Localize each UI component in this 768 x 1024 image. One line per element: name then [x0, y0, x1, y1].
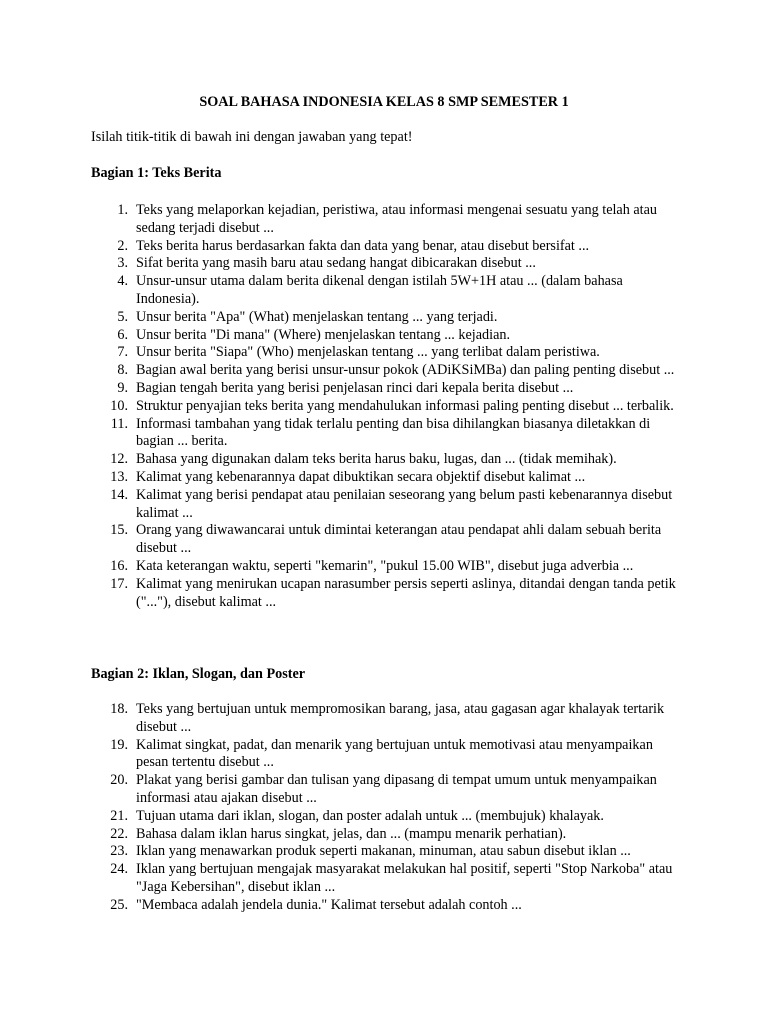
question-text: Unsur berita "Apa" (What) menjelaskan tentang ... yang terjadi. — [136, 308, 498, 325]
question-text: Bahasa yang digunakan dalam teks berita harus baku, lugas, dan ... (tidak memihak). — [136, 451, 617, 468]
question-item — [0, 451, 680, 469]
question-text: "Membaca adalah jendela dunia." Kalimat tersebut adalah contoh ... — [136, 896, 522, 913]
question-text: Orang yang diwawancarai untuk dimintai keterangan atau pendapat ahli dalam sebuah berita disebut ... — [136, 522, 662, 557]
question-number: 24. — [110, 861, 128, 878]
question-item — [0, 737, 680, 773]
question-item — [0, 897, 680, 915]
question-number: 1. — [117, 202, 128, 218]
question-item — [0, 843, 680, 861]
question-number: 25. — [110, 896, 128, 913]
question-item — [0, 327, 680, 345]
question-item — [0, 398, 680, 416]
question-item — [0, 380, 680, 398]
question-number: 12. — [110, 451, 128, 468]
question-number: 8. — [117, 362, 128, 379]
question-number: 11. — [110, 415, 128, 432]
question-number: 21. — [110, 807, 128, 824]
question-text: Kata keterangan waktu, seperti "kemarin", "pukul 15.00 WIB", disebut juga adverbia ... — [136, 557, 634, 574]
question-text: Bagian tengah berita yang berisi penjelasan rinci dari kepala berita disebut ... — [136, 379, 574, 396]
question-number: 19. — [110, 736, 128, 753]
question-number: 16. — [110, 557, 128, 574]
question-item — [0, 772, 680, 808]
question-number: 9. — [117, 379, 128, 396]
question-number: 7. — [117, 344, 128, 361]
question-text: Bagian awal berita yang berisi unsur-unsur pokok (ADiKSiMBa) dan paling penting disebut ... — [136, 362, 675, 379]
question-item — [0, 469, 680, 487]
question-item — [0, 558, 680, 576]
question-number: 22. — [110, 825, 128, 842]
question-number: 14. — [110, 486, 128, 503]
question-item — [0, 861, 680, 897]
question-item — [0, 202, 680, 238]
question-item — [0, 344, 680, 362]
question-text: Plakat yang berisi gambar dan tulisan yang dipasang di tempat umum untuk menyampaikan informasi atau ajakan disebut ... — [136, 772, 657, 806]
question-item — [0, 416, 680, 452]
question-text: Teks yang melaporkan kejadian, peristiwa, atau informasi mengenai sesuatu yang telah atau sedang terjadi disebut ... — [136, 202, 658, 236]
question-text: Kalimat yang menirukan ucapan narasumber persis seperti aslinya, ditandai dengan tanda petik ("..."), disebut kalimat ... — [136, 575, 676, 610]
question-item — [0, 362, 680, 380]
instructions: Isilah titik-titik di bawah ini dengan jawaban yang tepat! — [91, 129, 413, 145]
question-item — [0, 238, 680, 256]
question-number: 6. — [117, 326, 128, 343]
document-title: SOAL BAHASA INDONESIA KELAS 8 SMP SEMESTER 1 — [199, 94, 569, 110]
question-text: Iklan yang bertujuan mengajak masyarakat melakukan hal positif, seperti "Stop Narkoba" atau "Jaga Kebersihan", disebut iklan ... — [136, 861, 673, 895]
question-item — [0, 309, 680, 327]
question-text: Struktur penyajian teks berita yang mendahulukan informasi paling penting disebut ... terbalik. — [136, 397, 674, 414]
question-item — [0, 701, 680, 737]
question-number: 5. — [117, 308, 128, 325]
question-text: Unsur berita "Siapa" (Who) menjelaskan tentang ... yang terlibat dalam peristiwa. — [136, 344, 600, 361]
question-item — [0, 576, 680, 612]
question-number: 18. — [110, 701, 128, 717]
question-text: Informasi tambahan yang tidak terlalu penting dan bisa dihilangkan biasanya diletakkan di bagian ... berita. — [136, 415, 651, 450]
question-text: Sifat berita yang masih baru atau sedang hangat dibicarakan disebut ... — [136, 255, 536, 272]
question-item — [0, 522, 680, 558]
question-text: Unsur berita "Di mana" (Where) menjelaskan tentang ... kejadian. — [136, 326, 511, 343]
section-heading-iklan-slogan-poster: Bagian 2: Iklan, Slogan, dan Poster — [91, 666, 306, 682]
question-text: Kalimat yang kebenarannya dapat dibuktikan secara objektif disebut kalimat ... — [136, 468, 586, 485]
question-item — [0, 826, 680, 844]
question-number: 3. — [117, 255, 128, 272]
question-item — [0, 273, 680, 309]
question-text: Tujuan utama dari iklan, slogan, dan poster adalah untuk ... (membujuk) khalayak. — [136, 807, 604, 824]
question-text: Bahasa dalam iklan harus singkat, jelas, dan ... (mampu menarik perhatian). — [136, 825, 567, 842]
question-text: Kalimat singkat, padat, dan menarik yang bertujuan untuk memotivasi atau menyampaikan pesan tertentu disebut ... — [136, 736, 653, 771]
question-item — [0, 487, 680, 523]
question-text: Unsur-unsur utama dalam berita dikenal dengan istilah 5W+1H atau ... (dalam bahasa Indonesia). — [136, 273, 623, 307]
question-item — [0, 255, 680, 273]
question-number: 23. — [110, 843, 128, 860]
question-list-section-2 — [0, 701, 768, 915]
question-number: 20. — [110, 772, 128, 789]
question-item — [0, 808, 680, 826]
question-text: Iklan yang menawarkan produk seperti makanan, minuman, atau sabun disebut iklan ... — [136, 843, 631, 860]
section-heading-teks-berita: Bagian 1: Teks Berita — [91, 165, 222, 181]
question-text: Teks yang bertujuan untuk mempromosikan barang, jasa, atau gagasan agar khalayak tertarik disebut ... — [136, 701, 665, 735]
question-number: 4. — [117, 273, 128, 290]
question-number: 2. — [117, 237, 128, 254]
question-text: Teks berita harus berdasarkan fakta dan data yang benar, atau disebut bersifat ... — [136, 237, 590, 254]
question-number: 10. — [110, 397, 128, 414]
question-number: 17. — [110, 575, 128, 592]
question-number: 15. — [110, 522, 128, 539]
question-list-section-1 — [0, 202, 768, 611]
question-text: Kalimat yang berisi pendapat atau penilaian seseorang yang belum pasti kebenarannya disebut kalimat ... — [136, 486, 673, 521]
question-number: 13. — [110, 468, 128, 485]
